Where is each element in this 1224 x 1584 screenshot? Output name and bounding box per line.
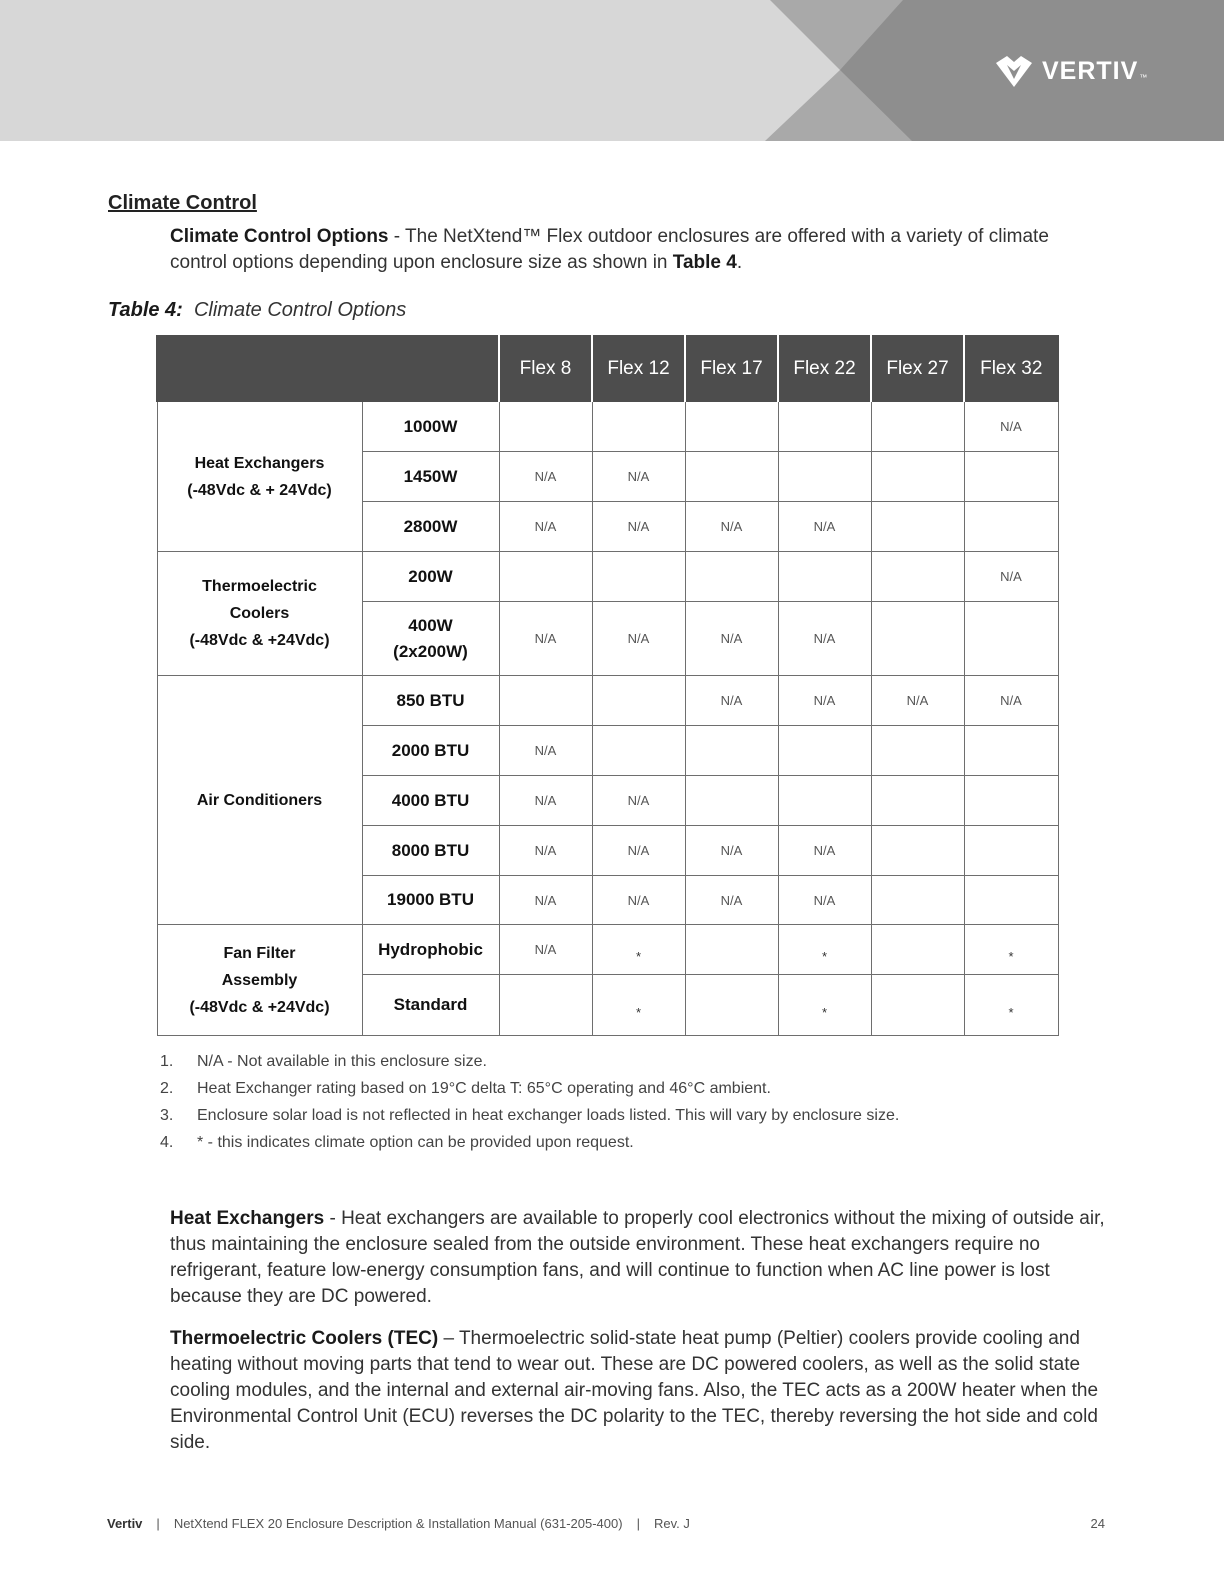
category-label-line: (-48Vdc & + 24Vdc) — [187, 481, 332, 499]
availability-cell — [964, 602, 1058, 676]
table-notes — [160, 1048, 899, 1156]
availability-cell — [871, 726, 964, 776]
heat-exchangers-paragraph — [170, 1206, 1115, 1310]
intro-table-ref: Table 4 — [672, 252, 737, 273]
availability-cell — [685, 402, 778, 452]
availability-cell — [871, 602, 964, 676]
section-title: Climate Control — [108, 192, 257, 214]
availability-cell — [871, 402, 964, 452]
note-item — [160, 1075, 899, 1102]
availability-cell — [778, 776, 871, 826]
table-row — [157, 925, 1058, 975]
availability-cell: N/A — [499, 602, 592, 676]
note-item — [160, 1129, 899, 1156]
column-header: Flex 12 — [592, 336, 685, 402]
availability-cell: N/A — [499, 726, 592, 776]
header-blank-cell — [157, 336, 362, 402]
availability-cell: N/A — [499, 502, 592, 552]
availability-cell: * — [778, 975, 871, 1036]
availability-cell: * — [964, 975, 1058, 1036]
availability-cell — [778, 726, 871, 776]
availability-cell — [871, 502, 964, 552]
availability-cell: N/A — [964, 552, 1058, 602]
availability-cell: N/A — [685, 502, 778, 552]
table-row — [157, 676, 1058, 726]
availability-cell — [778, 552, 871, 602]
availability-cell — [499, 552, 592, 602]
category-label-line: Heat Exchangers — [194, 454, 325, 472]
availability-cell — [964, 776, 1058, 826]
table-row — [157, 552, 1058, 602]
availability-cell: N/A — [871, 676, 964, 726]
availability-cell — [964, 726, 1058, 776]
availability-cell — [685, 726, 778, 776]
availability-cell — [871, 776, 964, 826]
option-cell — [362, 925, 499, 975]
column-header: Flex 27 — [871, 336, 964, 402]
availability-cell: N/A — [592, 502, 685, 552]
option-label-line: (2x200W) — [393, 641, 468, 661]
option-label-line: Hydrophobic — [378, 939, 483, 959]
availability-cell: N/A — [499, 776, 592, 826]
logo-text: VERTIV — [1042, 56, 1139, 85]
availability-cell: * — [592, 975, 685, 1036]
note-text: Heat Exchanger rating based on 19°C delta T: 65°C operating and 46°C ambient. — [197, 1079, 771, 1097]
footer-separator: | — [156, 1516, 160, 1531]
option-cell — [362, 975, 499, 1036]
category-label-line: (-48Vdc & +24Vdc) — [189, 998, 330, 1016]
category-label-line: Assembly — [221, 971, 298, 989]
caption-label: Table 4: — [108, 299, 183, 321]
option-label-line: 2800W — [403, 516, 458, 536]
availability-cell — [871, 975, 964, 1036]
availability-cell: N/A — [592, 776, 685, 826]
availability-cell — [685, 452, 778, 502]
option-label-line: 19000 BTU — [387, 890, 474, 909]
availability-cell: N/A — [592, 826, 685, 876]
paragraph-text: – Thermoelectric solid-state heat pump (Peltier) coolers provide cooling and heating without moving parts that tend to wear out. These are DC powered coolers, as well as the solid state cooling modules, and the internal and external air-moving fans. Also, the TEC acts as a 200W heater when the Environmental Control Unit (ECU) reverses the DC polarity to the TEC, thereby reversing the hot side and cold side. — [170, 1328, 1099, 1453]
availability-cell: N/A — [499, 826, 592, 876]
option-cell — [362, 776, 499, 826]
option-cell — [362, 502, 499, 552]
note-item — [160, 1102, 899, 1129]
note-text: Enclosure solar load is not reflected in heat exchanger loads listed. This will vary by enclosure size. — [197, 1106, 900, 1124]
paragraph-text: - Heat exchangers are available to properly cool electronics without the mixing of outside air, thus maintaining the enclosure sealed from the outside environment. These heat exchangers require no refrigerant, feature low-energy consumption fans, and will continue to function when AC line power is lost because they are DC powered. — [170, 1208, 1105, 1307]
option-label-line: 1450W — [403, 466, 458, 486]
header-blank-cell — [362, 336, 499, 402]
climate-control-table — [156, 335, 1059, 1036]
footer-brand: Vertiv — [107, 1516, 143, 1531]
category-cell — [157, 402, 362, 552]
availability-cell: * — [778, 925, 871, 975]
page-footer — [107, 1516, 1105, 1531]
availability-cell — [592, 726, 685, 776]
table-header-row — [157, 336, 1058, 402]
availability-cell: N/A — [778, 676, 871, 726]
availability-cell — [685, 776, 778, 826]
page-header — [0, 0, 1224, 141]
availability-cell: N/A — [685, 876, 778, 925]
availability-cell — [592, 552, 685, 602]
option-cell — [362, 602, 499, 676]
category-label-line: Coolers — [229, 605, 290, 622]
vertiv-logo — [994, 54, 1147, 88]
caption-title: Climate Control Options — [193, 299, 407, 321]
category-label-line: Thermoelectric — [202, 578, 317, 595]
option-label-line: 4000 BTU — [391, 790, 470, 810]
availability-cell: N/A — [778, 602, 871, 676]
option-cell — [362, 826, 499, 876]
availability-cell: N/A — [499, 876, 592, 925]
option-label-line: 400W — [408, 615, 453, 635]
availability-cell: N/A — [778, 502, 871, 552]
availability-cell — [499, 676, 592, 726]
column-header: Flex 17 — [685, 336, 778, 402]
vertiv-logo-icon — [994, 54, 1034, 88]
availability-cell: N/A — [592, 452, 685, 502]
footer-revision: Rev. J — [653, 1516, 690, 1531]
availability-cell — [778, 452, 871, 502]
availability-cell: * — [592, 925, 685, 975]
availability-cell — [499, 975, 592, 1036]
intro-text-before: - The NetXtend™ Flex outdoor enclosures are offered with a variety of climate control options depending upon enclosure size as shown in — [170, 226, 1049, 273]
availability-cell: N/A — [778, 876, 871, 925]
paragraph-label: Heat Exchangers — [170, 1208, 325, 1229]
category-label-line: Fan Filter — [223, 944, 296, 962]
page-number: 24 — [1090, 1516, 1105, 1531]
availability-cell — [871, 452, 964, 502]
availability-cell: * — [964, 925, 1058, 975]
availability-cell — [871, 925, 964, 975]
intro-label: Climate Control Options — [170, 226, 389, 247]
availability-cell — [964, 502, 1058, 552]
availability-cell — [871, 552, 964, 602]
option-label-line: 850 BTU — [396, 690, 465, 710]
option-label-line: 200W — [408, 566, 453, 586]
availability-cell — [499, 402, 592, 452]
availability-cell: N/A — [592, 602, 685, 676]
availability-cell — [871, 876, 964, 925]
category-label-line: Air Conditioners — [196, 791, 323, 809]
option-label-line: 1000W — [403, 416, 458, 436]
paragraph-label: Thermoelectric Coolers (TEC) — [170, 1328, 439, 1349]
availability-cell — [592, 676, 685, 726]
option-cell — [362, 726, 499, 776]
column-header: Flex 8 — [499, 336, 592, 402]
availability-cell — [685, 975, 778, 1036]
availability-cell: N/A — [685, 676, 778, 726]
note-number: 4. — [160, 1133, 174, 1151]
table-caption — [108, 299, 406, 322]
table-row — [157, 402, 1058, 452]
option-label-line: 8000 BTU — [391, 840, 470, 860]
intro-paragraph — [170, 224, 1070, 276]
logo-trademark: ™ — [1139, 73, 1148, 82]
footer-separator: | — [636, 1516, 640, 1531]
availability-cell: N/A — [964, 402, 1058, 452]
category-cell — [157, 676, 362, 925]
footer-document-title: NetXtend FLEX 20 Enclosure Description & Installation Manual (631-205-400) — [173, 1516, 623, 1531]
note-number: 2. — [160, 1079, 174, 1097]
availability-cell: N/A — [685, 826, 778, 876]
availability-cell — [871, 826, 964, 876]
option-cell — [362, 876, 499, 925]
availability-cell: N/A — [964, 676, 1058, 726]
column-header: Flex 22 — [778, 336, 871, 402]
availability-cell — [685, 552, 778, 602]
availability-cell — [685, 925, 778, 975]
column-header: Flex 32 — [964, 336, 1058, 402]
availability-cell — [964, 452, 1058, 502]
availability-cell — [592, 402, 685, 452]
option-cell — [362, 676, 499, 726]
option-cell — [362, 402, 499, 452]
availability-cell: N/A — [499, 452, 592, 502]
note-number: 1. — [160, 1052, 174, 1070]
note-item — [160, 1048, 899, 1075]
category-cell — [157, 552, 362, 676]
availability-cell — [964, 826, 1058, 876]
availability-cell: N/A — [685, 602, 778, 676]
availability-cell — [964, 876, 1058, 925]
option-label-line: 2000 BTU — [391, 740, 470, 760]
option-cell — [362, 552, 499, 602]
availability-cell: N/A — [592, 876, 685, 925]
option-cell — [362, 452, 499, 502]
availability-cell: N/A — [499, 925, 592, 975]
availability-cell: N/A — [778, 826, 871, 876]
category-cell — [157, 925, 362, 1036]
category-label-line: (-48Vdc & +24Vdc) — [189, 632, 330, 649]
table-body — [157, 402, 1058, 1036]
option-label-line: Standard — [393, 995, 468, 1014]
note-text: N/A - Not available in this enclosure size. — [197, 1052, 487, 1070]
intro-text-after: . — [736, 252, 743, 273]
note-text: * - this indicates climate option can be provided upon request. — [197, 1133, 634, 1151]
availability-cell — [778, 402, 871, 452]
note-number: 3. — [160, 1106, 174, 1124]
tec-paragraph — [170, 1326, 1115, 1456]
